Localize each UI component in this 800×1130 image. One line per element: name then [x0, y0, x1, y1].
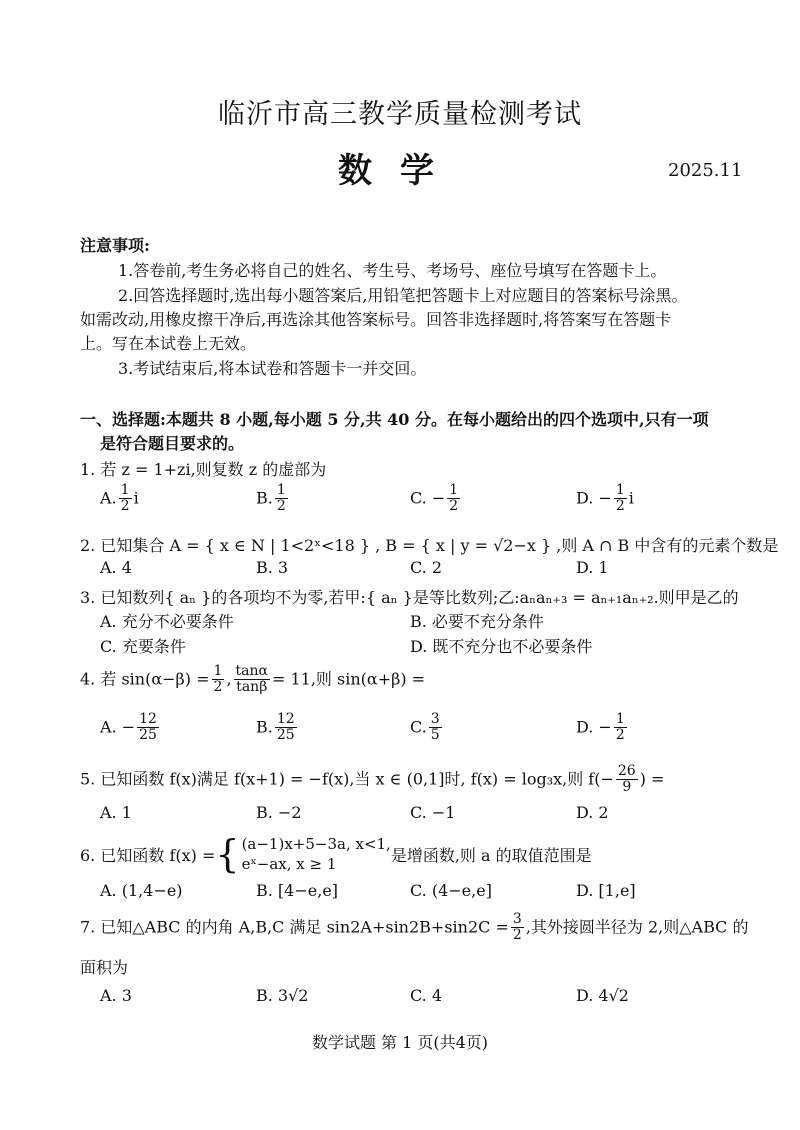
question-6-option-d: D. [1,e]	[576, 881, 636, 900]
question-2-stem: 2. 已知集合 A = { x ∈ N | 1<2ˣ<18 } , B = { x | y = √2−x } ,则 A ∩ B 中含有的元素个数是	[80, 536, 779, 555]
question-2-option-d: D. 1	[576, 558, 609, 577]
question-7-option-c: C. 4	[410, 986, 443, 1005]
question-5-option-d: D. 2	[576, 803, 609, 822]
question-1-option-a: A. $\frac{1}{2}$ i	[100, 482, 139, 515]
exam-title: 临沂市高三教学质量检测考试	[218, 99, 582, 130]
subject-title: 数学	[338, 151, 462, 191]
question-6-option-b: B. [4−e,e]	[256, 881, 339, 900]
question-3-option-b: B. 必要不充分条件	[410, 612, 544, 631]
notice-item-2-line2: 如需改动,用橡皮擦干净后,再选涂其他答案标号。回答非选择题时,将答案写在答题卡	[80, 310, 672, 329]
question-4-option-b: B. $\frac{12}{25}$	[256, 711, 295, 744]
question-5-stem: 5. 已知函数 f(x)满足 f(x+1) = −f(x),当 x ∈ (0,1]时, f(x) = log₃x,则 f(− $\frac{26}{9}$ ) =	[80, 763, 665, 796]
question-6-option-c: C. (4−e,e]	[410, 881, 492, 900]
question-7-stem: 7. 已知△ABC 的内角 A,B,C 满足 sin2A+sin2B+sin2C = $\frac{3}{2}$ ,其外接圆半径为 2,则△ABC 的	[80, 911, 749, 944]
question-6-stem: 6. 已知函数 f(x) ={ (a−1)x+5−3a, x<1, eˣ−ax, x ≥ 1 是增函数,则 a 的取值范围是	[80, 832, 592, 877]
section1-heading-line1: 一、选择题:本题共 8 小题,每小题 5 分,共 40 分。在每小题给出的四个选项中,只有一项	[80, 410, 709, 429]
page-footer: 数学试题 第 1 页(共4页)	[311, 1033, 489, 1052]
question-4-option-a: A. − $\frac{12}{25}$	[100, 711, 157, 744]
question-6-option-a: A. (1,4−e)	[100, 881, 183, 900]
question-5-option-b: B. −2	[256, 803, 302, 822]
question-3-option-a: A. 充分不必要条件	[100, 612, 234, 631]
question-2-option-c: C. 2	[410, 558, 443, 577]
notice-item-2-line3: 上。写在本试卷上无效。	[80, 334, 257, 353]
notice-item-3: 3.考试结束后,将本试卷和答题卡一并交回。	[118, 359, 427, 378]
question-3-stem: 3. 已知数列{ aₙ }的各项均不为零,若甲:{ aₙ }是等比数列;乙:aₙaₙ₊₃ = aₙ₊₁aₙ₊₂.则甲是乙的	[80, 588, 739, 607]
question-7-option-b: B. 3√2	[256, 986, 309, 1005]
question-3-option-c: C. 充要条件	[100, 637, 186, 656]
question-5-option-a: A. 1	[100, 803, 132, 822]
question-7-option-d: D. 4√2	[576, 986, 629, 1005]
notice-item-2-line1: 2.回答选择题时,选出每小题答案后,用铅笔把答题卡上对应题目的答案标号涂黑。	[118, 286, 688, 305]
question-1-option-c: C. − $\frac{1}{2}$	[410, 482, 459, 515]
notice-heading: 注意事项:	[80, 236, 150, 255]
question-1-stem: 1. 若 z = 1+zi,则复数 z 的虚部为	[80, 460, 327, 479]
question-7-stem-line2: 面积为	[80, 958, 129, 977]
question-2-option-b: B. 3	[256, 558, 289, 577]
question-1-option-b: B. $\frac{1}{2}$	[256, 482, 286, 515]
notice-item-1: 1.答卷前,考生务必将自己的姓名、考生号、考场号、座位号填写在答题卡上。	[118, 261, 667, 280]
exam-date: 2025.11	[668, 160, 743, 181]
question-1-option-d: D. − $\frac{1}{2}$ i	[576, 482, 634, 515]
question-5-option-c: C. −1	[410, 803, 456, 822]
question-4-option-c: C. $\frac{3}{5}$	[410, 711, 440, 744]
question-4-option-d: D. − $\frac{1}{2}$	[576, 711, 625, 744]
question-7-option-a: A. 3	[100, 986, 132, 1005]
question-4-stem: 4. 若 sin(α−β) = $\frac{1}{2}$ , $\frac{\tan\alpha}{\tan\beta}$ = 11,则 sin(α+β) =	[80, 663, 426, 696]
question-3-option-d: D. 既不充分也不必要条件	[410, 637, 593, 656]
section1-heading-line2: 是符合题目要求的。	[100, 434, 245, 453]
question-2-option-a: A. 4	[100, 558, 132, 577]
